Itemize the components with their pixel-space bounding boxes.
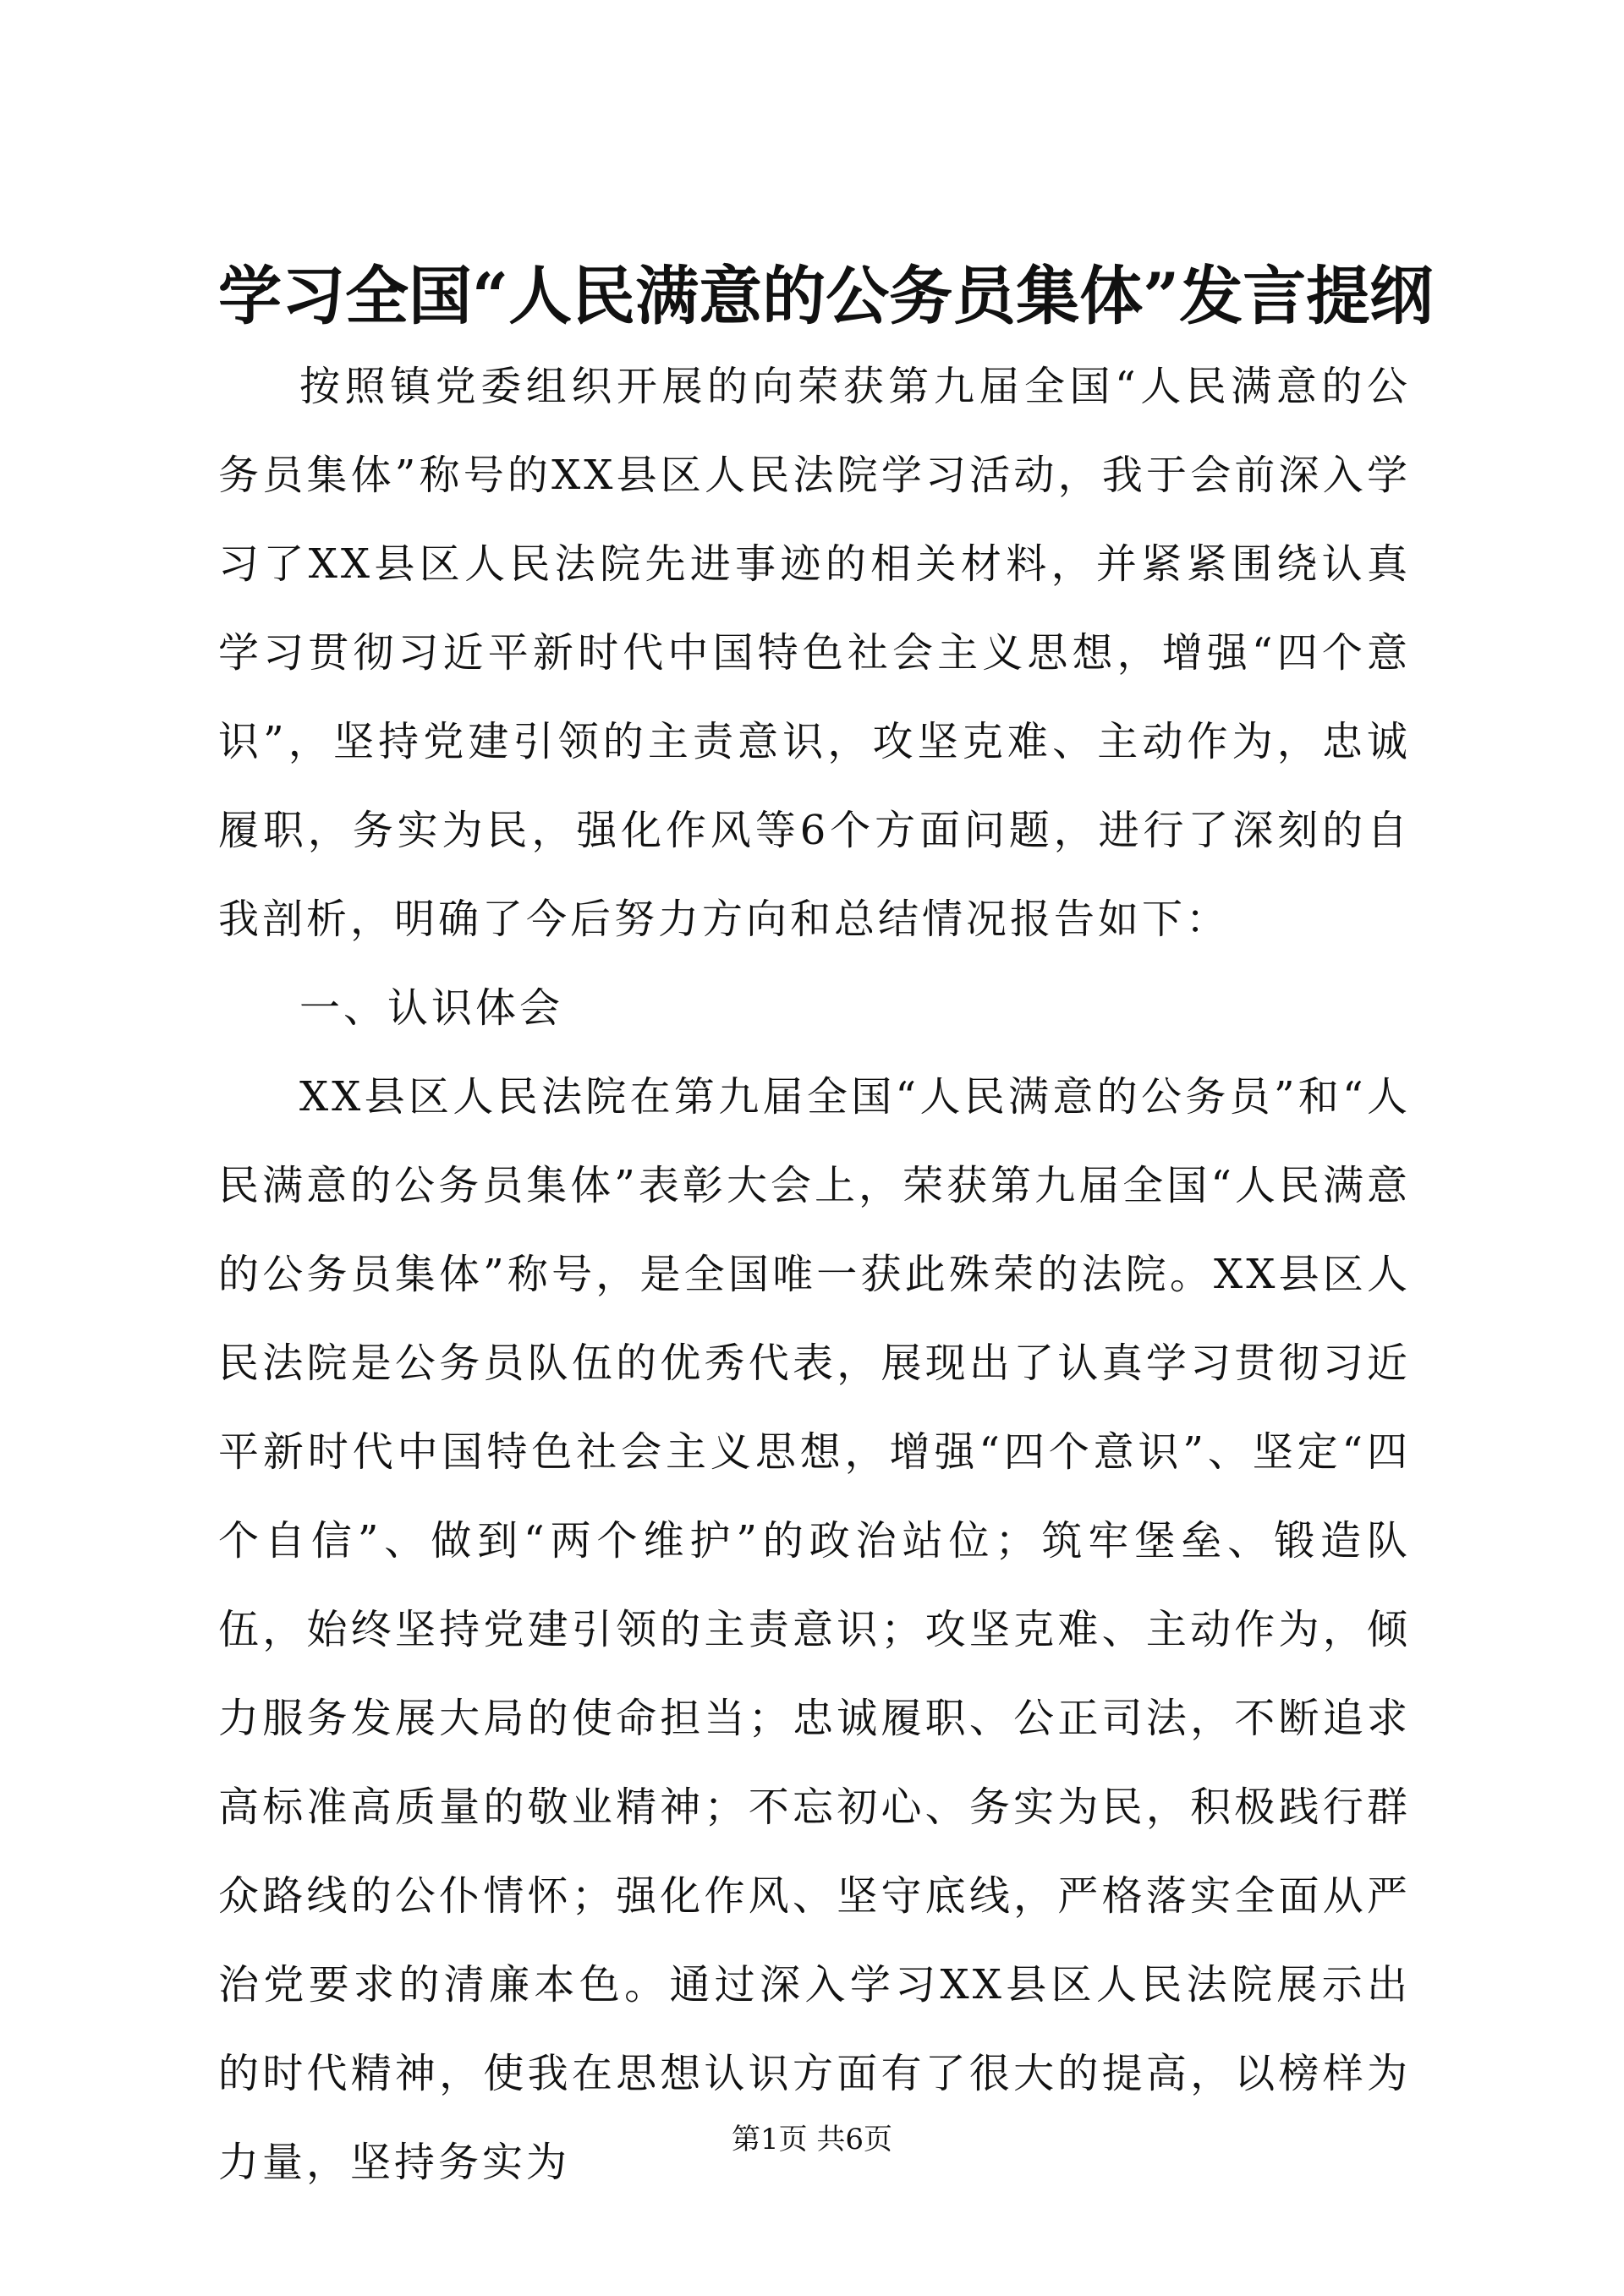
paragraph-section-1: XX县区人民法院在第九届全国“人民满意的公务员”和“人民满意的公务员集体”表彰大会上，荣获第九届全国“人民满意的公务员集体”称号，是全国唯一获此殊荣的法院。XX县区人民法院是公务员队伍的优秀代表，展现出了认真学习贯彻习近平新时代中国特色社会主义思想，增强“四个意识”、坚定“四个自信”、做到“两个维护”的政治站位；筑牢堡垒、锻造队伍，始终坚持党建引领的主责意识；攻坚克难、主动作为，倾力服务发展大局的使命担当；忠诚履职、公正司法，不断追求高标准高质量的敬业精神；不忘初心、务实为民，积极践行群众路线的公仆情怀；强化作风、坚守底线，严格落实全面从严治党要求的清廉本色。通过深入学习XX县区人民法院展示出的时代精神，使我在思想认识方面有了很大的提高，以榜样为力量，坚持务实为	[218, 1073, 1411, 2186]
document-body	[218, 342, 1411, 2207]
section-heading-1: 一、认识体会	[299, 984, 564, 1032]
paragraph-intro: 按照镇党委组织开展的向荣获第九届全国“人民满意的公务员集体”称号的XX县区人民法院学习活动，我于会前深入学习了XX县区人民法院先进事迹的相关材料，并紧紧围绕认真学习贯彻习近平新时代中国特色社会主义思想，增强“四个意识”，坚持党建引领的主责意识，攻坚克难、主动作为，忠诚履职，务实为民，强化作风等6个方面问题，进行了深刻的自我剖析，明确了今后努力方向和总结情况报告如下：	[218, 363, 1411, 943]
document-title: 学习全国“人民满意的公务员集体”发言提纲	[218, 259, 1434, 333]
page-number-footer: 第1页 共6页	[731, 2123, 893, 2156]
